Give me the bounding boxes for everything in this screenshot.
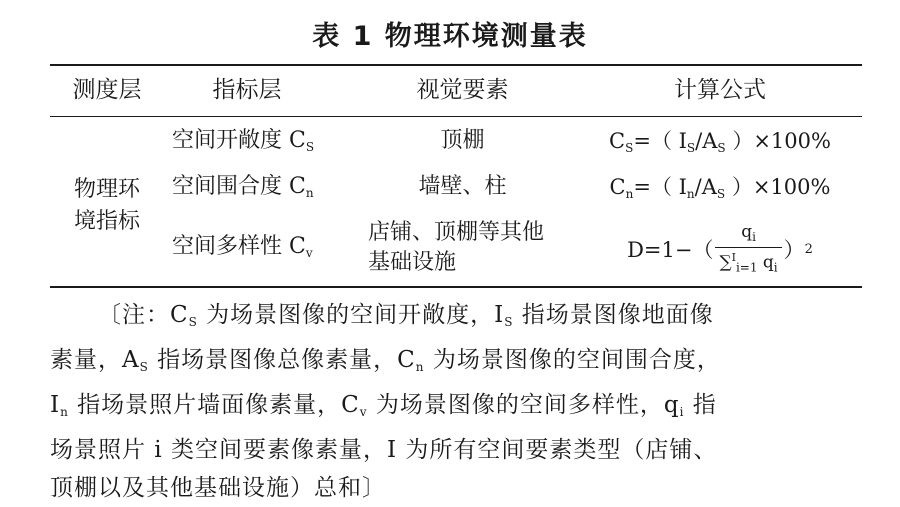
row3-elements [368,218,568,278]
row3-elements-line2: 基础设施 [368,250,457,275]
row1-formula: $C_S=$（ $I_S/A_S$ ）×100% [609,129,831,155]
note-line-5: 顶棚以及其他基础设施）总和〕 [50,475,386,501]
diversity-fraction: $\frac{q_i}{\sum^I_{i=1} q_i}$ [715,222,781,278]
row3-indicator: 空间多样性 $C_v$ [172,234,313,260]
table-bottom-rule [50,286,862,288]
header-indicator-level: 指标层 [212,77,282,103]
row2-indicator: 空间围合度 $C_n$ [172,174,314,200]
note-line-1: 〔注：$C_S$ 为场景图像的空间开敞度，$I_S$ 指场景图像地面像 [98,302,714,329]
table-title: 表 1 物理环境测量表 [312,21,588,52]
group-label-line1: 物理环 [73,177,140,202]
header-measure-level: 测度层 [72,77,142,103]
group-label [52,174,162,238]
header-visual-elements: 视觉要素 [416,77,509,103]
header-formula: 计算公式 [674,77,766,103]
note-line-4: 场景照片 i 类空间要素像素量，I 为所有空间要素类型（店铺、 [50,437,718,463]
note-line-3: $I_n$ 指场景照片墙面像素量，$C_v$ 为场景图像的空间多样性，$q_i$ 指 [50,392,717,419]
note-line-2: 素量，$A_S$ 指场景图像总像素量，$C_n$ 为场景图像的空间围合度， [50,347,721,374]
table-note [50,296,862,507]
row2-formula: $C_n=$（ $I_n/A_S$ ）×100% [609,175,831,201]
row1-elements: 顶棚 [440,128,485,153]
table-top-rule [50,64,862,66]
group-label-line2: 境指标 [73,209,140,234]
row3-elements-line1: 店铺、顶棚等其他 [368,220,545,245]
row1-indicator: 空间开敞度 $C_S$ [172,128,315,154]
row3-formula: D=1−（ $\frac{q_i}{\sum^I_{i=1} q_i}$ ） 2 [585,222,855,278]
row2-elements: 墙壁、柱 [418,174,507,199]
table-header-rule [50,116,862,117]
